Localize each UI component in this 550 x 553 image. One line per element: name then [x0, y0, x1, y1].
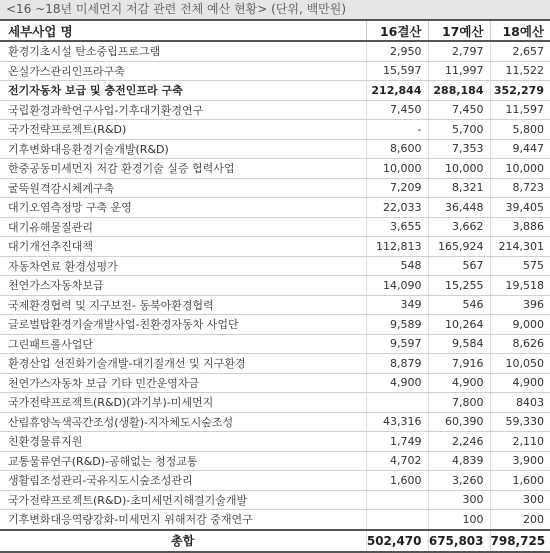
row-2016-value	[366, 510, 428, 530]
row-project-name: 전기자동차 보급 및 충전인프라 구축	[0, 81, 366, 101]
header-project-name: 세부사업 명	[0, 20, 366, 41]
row-project-name: 자동차연료 환경성평가	[0, 256, 366, 276]
table-row	[0, 100, 550, 120]
row-2017-value: 4,900	[428, 373, 490, 393]
row-2017-value: 5,700	[428, 120, 490, 140]
table-row	[0, 198, 550, 218]
row-2016-value: 14,090	[366, 276, 428, 296]
row-project-name: 산림휴양녹색곡간조성(생활)-지자체도시숲조성	[0, 412, 366, 432]
table-row	[0, 334, 550, 354]
row-2017-value: 7,450	[428, 100, 490, 120]
table-row	[0, 471, 550, 491]
row-2016-value: 8,879	[366, 354, 428, 374]
row-2016-value: 1,600	[366, 471, 428, 491]
row-2018-value: 10,050	[490, 354, 550, 374]
table-row	[0, 412, 550, 432]
row-project-name: 국제환경협력 및 지구보전- 동북아환경협력	[0, 295, 366, 315]
header-2017-budget: 17예산	[428, 20, 490, 41]
table-row	[0, 139, 550, 159]
row-2016-value: 112,813	[366, 237, 428, 257]
row-2017-value: 3,260	[428, 471, 490, 491]
row-2016-value: 212,844	[366, 81, 428, 101]
row-2017-value: 2,246	[428, 432, 490, 452]
row-2017-value: 10,264	[428, 315, 490, 335]
total-2018: 798,725	[490, 530, 550, 552]
row-project-name: 대기개선추진대책	[0, 237, 366, 257]
table-row	[0, 120, 550, 140]
row-2018-value: 8,723	[490, 178, 550, 198]
row-2017-value: 3,662	[428, 217, 490, 237]
row-project-name: 국가전략프로젝트(R&D)-초미세먼지해결기술개발	[0, 490, 366, 510]
table-row	[0, 432, 550, 452]
row-2018-value: 396	[490, 295, 550, 315]
row-2016-value: 8,600	[366, 139, 428, 159]
table-row	[0, 256, 550, 276]
table-row	[0, 490, 550, 510]
row-2018-value: 4,900	[490, 373, 550, 393]
row-2017-value: 36,448	[428, 198, 490, 218]
row-2016-value: 10,000	[366, 159, 428, 179]
row-project-name: 환경기초시설 탄소중립프로그램	[0, 41, 366, 61]
row-project-name: 기후변화대응환경기술개발(R&D)	[0, 139, 366, 159]
row-2018-value: 200	[490, 510, 550, 530]
row-2018-value: 3,900	[490, 451, 550, 471]
table-row	[0, 81, 550, 101]
row-project-name: 굴뚝원격감시체계구축	[0, 178, 366, 198]
row-2016-value: 9,597	[366, 334, 428, 354]
table-row	[0, 295, 550, 315]
row-project-name: 글로벌탑환경기술개발사업-친환경자동차 사업단	[0, 315, 366, 335]
row-2018-value: 5,800	[490, 120, 550, 140]
row-2016-value: 548	[366, 256, 428, 276]
row-2017-value: 10,000	[428, 159, 490, 179]
row-2017-value: 288,184	[428, 81, 490, 101]
row-2018-value: 11,522	[490, 61, 550, 81]
row-project-name: 친환경물류지원	[0, 432, 366, 452]
row-project-name: 국립환경과학연구사업-기후대기환경연구	[0, 100, 366, 120]
table-row	[0, 315, 550, 335]
row-2016-value: 9,589	[366, 315, 428, 335]
row-2017-value: 8,321	[428, 178, 490, 198]
table-row	[0, 159, 550, 179]
row-2018-value: 9,447	[490, 139, 550, 159]
row-2018-value: 2,657	[490, 41, 550, 61]
row-2018-value: 575	[490, 256, 550, 276]
row-2017-value: 165,924	[428, 237, 490, 257]
row-2018-value: 8403	[490, 393, 550, 413]
header-row	[0, 20, 550, 41]
table-body	[0, 41, 550, 530]
table-row	[0, 510, 550, 530]
row-2016-value: 2,950	[366, 41, 428, 61]
row-project-name: 대기오염측정망 구축 운영	[0, 198, 366, 218]
row-2016-value: 43,316	[366, 412, 428, 432]
row-project-name: 한중공동미세먼지 저감 환경기술 실증 협력사업	[0, 159, 366, 179]
row-2016-value: 15,597	[366, 61, 428, 81]
row-2018-value: 1,600	[490, 471, 550, 491]
row-2018-value: 9,000	[490, 315, 550, 335]
header-2016-settlement: 16결산	[366, 20, 428, 41]
row-2016-value: 4,702	[366, 451, 428, 471]
row-project-name: 국가전략프로젝트(R&D)(과기부)-미세먼지	[0, 393, 366, 413]
row-2017-value: 2,797	[428, 41, 490, 61]
row-2017-value: 7,353	[428, 139, 490, 159]
table-caption: <16 ~18년 미세먼지 저감 관련 전체 예산 현황> (단위, 백만원)	[0, 0, 550, 19]
total-label: 총합	[0, 530, 366, 552]
row-2018-value: 352,279	[490, 81, 550, 101]
row-project-name: 국가전략프로젝트(R&D)	[0, 120, 366, 140]
row-project-name: 기후변화대응역량강화-미세먼지 위해저감 중재연구	[0, 510, 366, 530]
row-2017-value: 60,390	[428, 412, 490, 432]
row-2017-value: 100	[428, 510, 490, 530]
row-2017-value: 300	[428, 490, 490, 510]
table-row	[0, 61, 550, 81]
row-2017-value: 11,997	[428, 61, 490, 81]
row-project-name: 온실가스관리인프라구축	[0, 61, 366, 81]
row-2018-value: 39,405	[490, 198, 550, 218]
total-2017: 675,803	[428, 530, 490, 552]
row-2017-value: 9,584	[428, 334, 490, 354]
total-row	[0, 530, 550, 552]
row-project-name: 천연가스자동차 보급 기타 민간운영자금	[0, 373, 366, 393]
row-2016-value: -	[366, 120, 428, 140]
header-2018-budget: 18예산	[490, 20, 550, 41]
row-2017-value: 567	[428, 256, 490, 276]
table-row	[0, 178, 550, 198]
row-2017-value: 7,800	[428, 393, 490, 413]
budget-table	[0, 19, 550, 553]
table-row	[0, 373, 550, 393]
row-project-name: 교통물류연구(R&D)-공해없는 청정교통	[0, 451, 366, 471]
row-2016-value: 349	[366, 295, 428, 315]
row-project-name: 대기유해물질관리	[0, 217, 366, 237]
row-2016-value: 1,749	[366, 432, 428, 452]
row-2018-value: 2,110	[490, 432, 550, 452]
row-project-name: 환경산업 선진화기술개발-대기질개선 및 지구환경	[0, 354, 366, 374]
row-2017-value: 4,839	[428, 451, 490, 471]
row-2017-value: 7,916	[428, 354, 490, 374]
row-2018-value: 214,301	[490, 237, 550, 257]
row-2018-value: 59,330	[490, 412, 550, 432]
row-2017-value: 15,255	[428, 276, 490, 296]
table-row	[0, 276, 550, 296]
row-2018-value: 11,597	[490, 100, 550, 120]
row-2016-value: 7,209	[366, 178, 428, 198]
row-project-name: 천연가스자동차보급	[0, 276, 366, 296]
row-2018-value: 3,886	[490, 217, 550, 237]
row-2018-value: 300	[490, 490, 550, 510]
table-row	[0, 237, 550, 257]
row-2016-value: 3,655	[366, 217, 428, 237]
row-project-name: 생활림조성관리-국유지도시숲조성관리	[0, 471, 366, 491]
row-2016-value	[366, 393, 428, 413]
row-2018-value: 19,518	[490, 276, 550, 296]
total-2016: 502,470	[366, 530, 428, 552]
table-row	[0, 41, 550, 61]
row-2018-value: 8,626	[490, 334, 550, 354]
row-2016-value: 4,900	[366, 373, 428, 393]
table-row	[0, 393, 550, 413]
row-2017-value: 546	[428, 295, 490, 315]
row-2016-value: 7,450	[366, 100, 428, 120]
table-row	[0, 354, 550, 374]
table-row	[0, 451, 550, 471]
row-2016-value: 22,033	[366, 198, 428, 218]
row-2018-value: 10,000	[490, 159, 550, 179]
table-row	[0, 217, 550, 237]
row-2016-value	[366, 490, 428, 510]
row-project-name: 그린패트롤사업단	[0, 334, 366, 354]
